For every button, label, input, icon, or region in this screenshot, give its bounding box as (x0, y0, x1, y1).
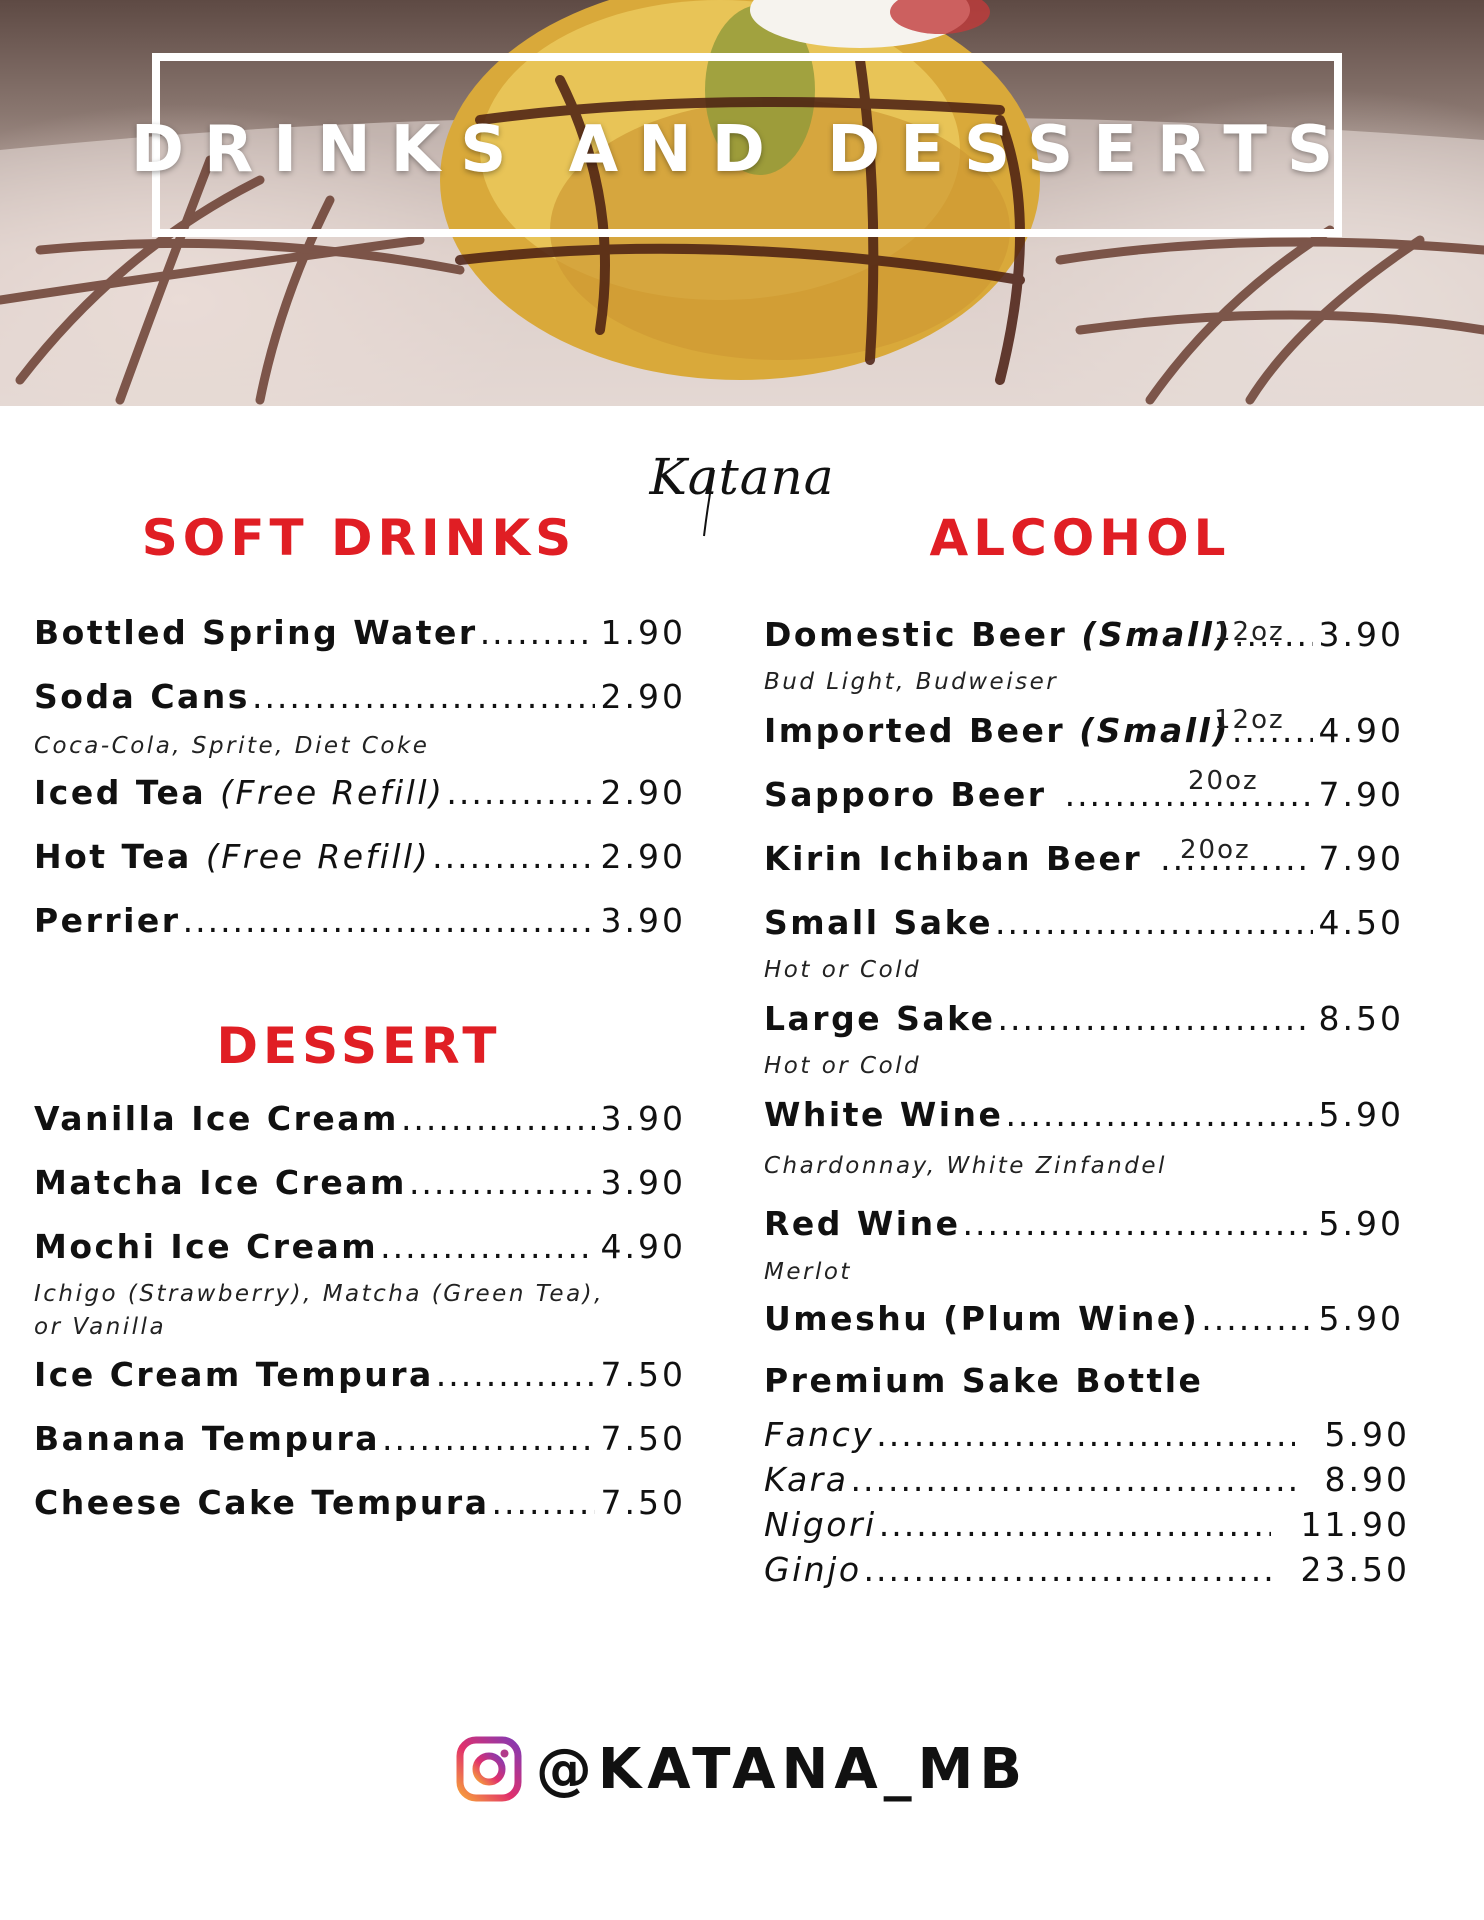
item-note: Hot or Cold (764, 957, 922, 983)
menu-item: Vanilla Ice Cream ..... 3.90 (34, 1098, 686, 1140)
menu-item: Sapporo Beer ..... 7.90 (764, 774, 1404, 816)
size-label: 20oz (1188, 766, 1259, 796)
size-label: 12oz (1214, 705, 1285, 735)
menu-item: Bottled Spring Water ..... 1.90 (34, 612, 686, 654)
instagram-icon[interactable] (456, 1736, 522, 1802)
menu-item: Kirin Ichiban Beer ..... 7.90 (764, 838, 1404, 880)
social-footer (0, 1736, 1484, 1802)
menu-item: Umeshu (Plum Wine) ..... 5.90 (764, 1298, 1404, 1340)
item-note: or Vanilla (34, 1314, 167, 1340)
menu-item: Ice Cream Tempura ..... 7.50 (34, 1354, 686, 1396)
item-note: Ichigo (Strawberry), Matcha (Green Tea), (34, 1281, 604, 1307)
menu-item: Matcha Ice Cream ..... 3.90 (34, 1162, 686, 1204)
dessert-heading: DESSERT (216, 1017, 502, 1075)
menu-item: Mochi Ice Cream ..... 4.90 (34, 1226, 686, 1268)
brand-logo: Katana (649, 448, 835, 506)
page-title: DRINKS AND DESSERTS (130, 113, 1354, 187)
menu-item: Fancy ..... 5.90 (764, 1414, 1410, 1456)
menu-item: Banana Tempura ..... 7.50 (34, 1418, 686, 1460)
menu-item: Iced Tea (Free Refill) ..... 2.90 (34, 772, 686, 814)
menu-item: Cheese Cake Tempura ..... 7.50 (34, 1482, 686, 1524)
alcohol-heading: ALCOHOL (929, 509, 1231, 567)
menu-item: Perrier ..... 3.90 (34, 900, 686, 942)
menu-item: Soda Cans ..... 2.90 (34, 676, 686, 718)
menu-item: Domestic Beer (Small) ..... 3.90 (764, 614, 1404, 656)
menu-item: Kara ..... 8.90 (764, 1459, 1410, 1501)
menu-item: Hot Tea (Free Refill) ..... 2.90 (34, 836, 686, 878)
menu-item: Large Sake ..... 8.50 (764, 998, 1404, 1040)
menu-item: Small Sake ..... 4.50 (764, 902, 1404, 944)
item-note: Coca-Cola, Sprite, Diet Coke (34, 733, 430, 759)
item-note: Bud Light, Budweiser (764, 669, 1059, 695)
menu-item: White Wine ..... 5.90 (764, 1094, 1404, 1136)
menu-item: Imported Beer (Small) ..... 4.90 (764, 710, 1404, 752)
instagram-handle[interactable]: @KATANA_MB (535, 1736, 1029, 1802)
premium-sake-heading: Premium Sake Bottle (764, 1361, 1204, 1400)
size-label: 20oz (1180, 835, 1251, 865)
item-note: Hot or Cold (764, 1053, 922, 1079)
item-note: Merlot (764, 1259, 852, 1285)
menu-item: Ginjo ..... 23.50 (764, 1549, 1410, 1591)
hero-banner (0, 0, 1484, 406)
soft-drinks-heading: SOFT DRINKS (141, 509, 577, 567)
size-label: 12oz (1214, 617, 1285, 647)
menu-item: Red Wine ..... 5.90 (764, 1203, 1404, 1245)
logo-flourish (700, 468, 720, 538)
item-note: Chardonnay, White Zinfandel (764, 1153, 1167, 1179)
menu-item: Nigori ..... 11.90 (764, 1504, 1410, 1546)
